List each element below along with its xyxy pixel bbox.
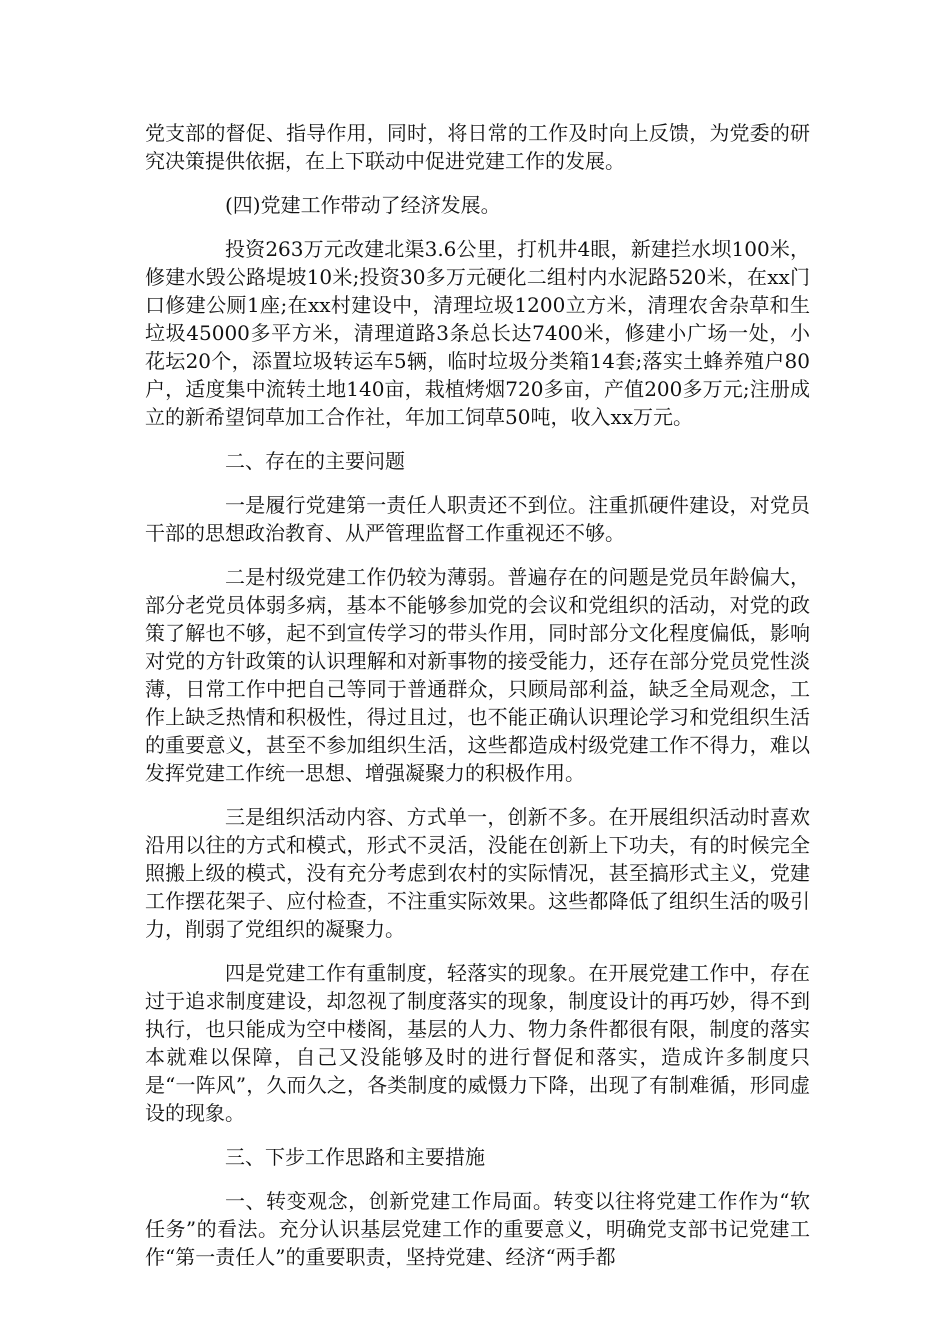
document-page — [145, 119, 810, 1287]
paragraph-continuation: 党支部的督促、指导作用，同时，将日常的工作及时向上反馈，为党委的研究决策提供依据，在上下联动中促进党建工作的发展。 — [145, 121, 810, 173]
section-heading-next-steps: 三、下步工作思路和主要措施 — [225, 1145, 485, 1169]
paragraph-problem-1: 一是履行党建第一责任人职责还不到位。注重抓硬件建设，对党员干部的思想政治教育、从严管理监督工作重视还不够。 — [145, 493, 810, 545]
section-heading-economy: (四)党建工作带动了经济发展。 — [225, 193, 501, 217]
paragraph-problem-2: 二是村级党建工作仍较为薄弱。普遍存在的问题是党员年龄偏大，部分老党员体弱多病，基本不能够参加党的会议和党组织的活动，对党的政策了解也不够，起不到宣传学习的带头作用，同时部分文化程度偏低，影响对党的方针政策的认识理解和对新事物的接受能力，还存在部分党员党性淡薄，日常工作中把自己等同于普通群众，只顾局部利益，缺乏全局观念，工作上缺乏热情和积极性，得过且过，也不能正确认识理论学习和党组织生活的重要意义，甚至不参加组织生活，这些都造成村级党建工作不得力，难以发挥党建工作统一思想、增强凝聚力的积极作用。 — [145, 565, 810, 785]
paragraph-measure-1: 一、转变观念，创新党建工作局面。转变以往将党建工作作为“软任务”的看法。充分认识基层党建工作的重要意义，明确党支部书记党建工作“第一责任人”的重要职责，坚持党建、经济“两手都 — [145, 1189, 810, 1269]
section-heading-problems: 二、存在的主要问题 — [225, 449, 405, 473]
paragraph-problem-4: 四是党建工作有重制度，轻落实的现象。在开展党建工作中，存在过于追求制度建设，却忽视了制度落实的现象，制度设计的再巧妙，得不到执行，也只能成为空中楼阁，基层的人力、物力条件都很有限，制度的落实本就难以保障，自己又没能够及时的进行督促和落实，造成许多制度只是“一阵风”，久而久之，各类制度的威慑力下降，出现了有制难循，形同虚设的现象。 — [145, 961, 810, 1125]
paragraph-investment: 投资263万元改建北渠3.6公里，打机井4眼，新建拦水坝100米，修建水毁公路堤坡10米;投资30多万元硬化二组村内水泥路520米，在xx门口修建公厕1座;在xx村建设中，清理垃圾1200立方米，清理农舍杂草和生垃圾45000多平方米，清理道路3条总长达7400米，修建小广场一处，小花坛20个，添置垃圾转运车5辆，临时垃圾分类箱14套;落实土蜂养殖户80户，适度集中流转土地140亩，栽植烤烟720多亩，产值200多万元;注册成立的新希望饲草加工合作社，年加工饲草50吨，收入xx万元。 — [145, 237, 810, 429]
paragraph-problem-3: 三是组织活动内容、方式单一，创新不多。在开展组织活动时喜欢沿用以往的方式和模式，形式不灵活，没能在创新上下功夫，有的时候完全照搬上级的模式，没有充分考虑到农村的实际情况，甚至搞形式主义，党建工作摆花架子、应付检查，不注重实际效果。这些都降低了组织生活的吸引力，削弱了党组织的凝聚力。 — [145, 805, 810, 941]
